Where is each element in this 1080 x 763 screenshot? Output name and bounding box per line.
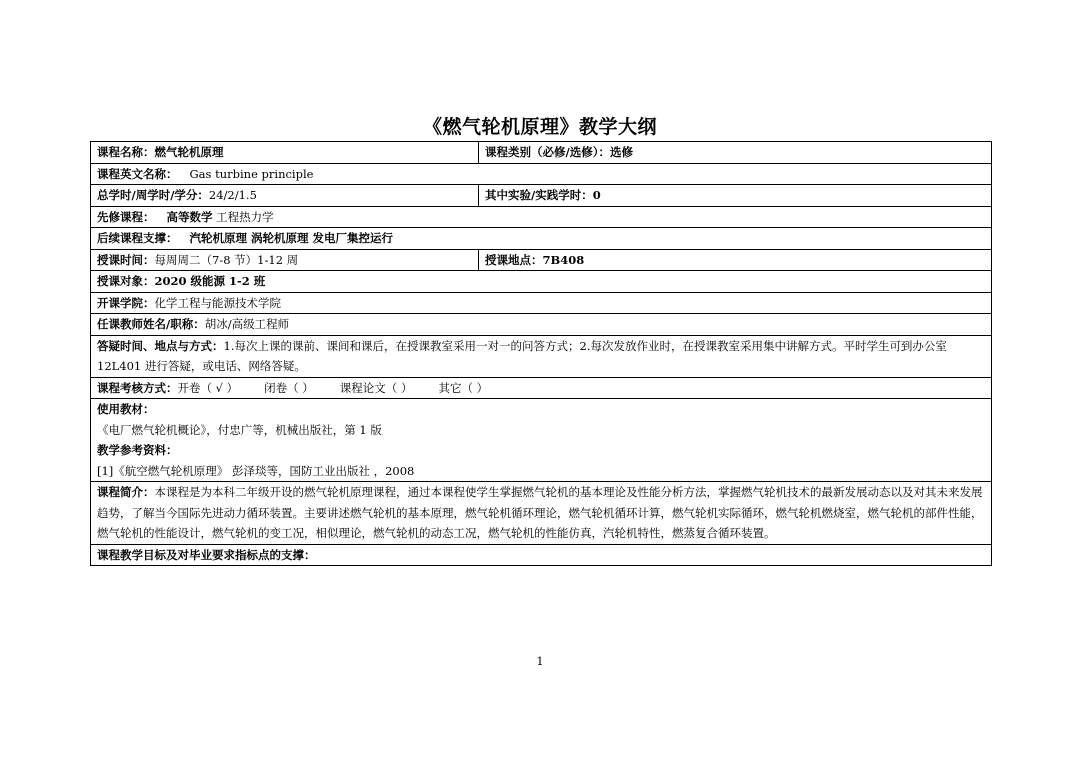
- place-value: 7B408: [542, 252, 585, 267]
- place-label: 授课地点：: [485, 252, 543, 267]
- exam-label: 课程考核方式：: [97, 380, 178, 395]
- teacher-label: 任课教师姓名/职称：: [97, 317, 205, 331]
- cell-hours: [91, 185, 479, 207]
- cell-qa: [91, 335, 992, 377]
- lab-hours-value: 0: [592, 188, 601, 202]
- english-name-value: Gas turbine principle: [189, 166, 314, 181]
- row-english-name: [91, 163, 992, 185]
- qa-value: 1.每次上课的课前、课间和课后，在授课教室采用一对一的问答方式；2.每次发放作业时，在授课教室采用集中讲解方式。平时学生可到办公室 12L401 进行答疑，或电话、网络答疑。: [97, 338, 947, 373]
- row-target: [91, 271, 992, 293]
- cell-materials: [91, 399, 992, 482]
- row-materials: [91, 399, 992, 482]
- cell-teacher: [91, 314, 992, 336]
- prerequisites-label: 先修课程：: [97, 209, 155, 224]
- follow-up-value: 汽轮机原理 涡轮机原理 发电厂集控运行: [189, 231, 394, 245]
- row-exam: [91, 377, 992, 399]
- exam-option-other: 其它（ ）: [438, 380, 489, 395]
- cell-time: [91, 249, 479, 271]
- row-hours: [91, 185, 992, 207]
- exam-option-closed: 闭卷（ ）: [264, 380, 314, 395]
- row-time-place: [91, 249, 992, 271]
- page-number: 1: [536, 655, 544, 668]
- row-follow-up: [91, 228, 992, 250]
- cell-english-name: [91, 163, 992, 185]
- prerequisite-thermo: 工程热力学: [216, 209, 274, 224]
- cell-college: [91, 292, 992, 314]
- follow-up-label: 后续课程支撑：: [97, 231, 178, 245]
- prerequisite-math: 高等数学: [166, 209, 213, 224]
- row-teacher: [91, 314, 992, 336]
- row-prerequisites: [91, 206, 992, 228]
- reference-label: 教学参考资料：: [97, 443, 178, 457]
- row-intro: [91, 482, 992, 545]
- objectives-label: 课程教学目标及对毕业要求指标点的支撑：: [97, 547, 316, 562]
- row-qa: [91, 335, 992, 377]
- time-value: 每周周二（7-8 节）1-12 周: [154, 252, 299, 267]
- textbook-label: 使用教材：: [97, 402, 155, 416]
- college-value: 化学工程与能源技术学院: [154, 295, 281, 310]
- cell-objectives: [91, 544, 992, 566]
- teacher-value: 胡冰/高级工程师: [204, 317, 290, 331]
- course-name-label: 课程名称：: [97, 145, 155, 159]
- college-label: 开课学院：: [97, 295, 155, 310]
- cell-lab-hours: [479, 185, 992, 207]
- cell-exam: [91, 377, 992, 399]
- exam-option-open: 开卷（ √ ）: [177, 380, 239, 395]
- hours-value: 24/2/1.5: [208, 188, 257, 202]
- hours-label: 总学时/周学时/学分：: [97, 188, 209, 202]
- cell-course-name: [91, 142, 479, 164]
- cell-follow-up: [91, 228, 992, 250]
- course-category-value: 选修: [609, 145, 633, 159]
- exam-option-paper: 课程论文（ ）: [339, 380, 413, 395]
- reference-value: [1]《航空燃气轮机原理》 彭泽琰等，国防工业出版社 ，2008: [97, 463, 415, 478]
- course-name-value: 燃气轮机原理: [154, 145, 224, 159]
- syllabus-table: [90, 141, 992, 566]
- cell-course-category: [479, 142, 992, 164]
- document-title: 《燃气轮机原理》教学大纲: [422, 116, 657, 138]
- english-name-label: 课程英文名称：: [97, 166, 178, 181]
- intro-label: 课程简介：: [97, 485, 155, 499]
- cell-intro: [91, 482, 992, 545]
- row-objectives: [91, 544, 992, 566]
- row-course-name: [91, 142, 992, 164]
- course-category-label: 课程类别（必修/选修）：: [485, 145, 610, 159]
- row-college: [91, 292, 992, 314]
- target-label: 授课对象：: [97, 274, 155, 288]
- time-label: 授课时间：: [97, 252, 155, 267]
- intro-value: 本课程是为本科二年级开设的燃气轮机原理课程，通过本课程使学生掌握燃气轮机的基本理论及性能分析方法，掌握燃气轮机技术的最新发展动态以及对其未来发展趋势，了解当今国际先进动力循环装置。主要讲述燃气轮机的基本原理，燃气轮机循环理论，燃气轮机循环计算，燃气轮机实际循环，燃气轮机燃烧室，燃气轮机的部件性能，燃气轮机的性能设计，燃气轮机的变工况，相似理论，燃气轮机的动态工况，燃气轮机的性能仿真，汽轮机特性，燃蒸复合循环装置。: [97, 485, 983, 540]
- cell-target: [91, 271, 992, 293]
- lab-hours-label: 其中实验/实践学时：: [485, 188, 593, 202]
- cell-prerequisites: [91, 206, 992, 228]
- textbook-value: 《电厂燃气轮机概论》，付忠广等，机械出版社，第 1 版: [97, 422, 382, 437]
- cell-place: [479, 249, 992, 271]
- target-value: 2020 级能源 1-2 班: [154, 274, 266, 288]
- qa-label: 答疑时间、地点与方式：: [97, 338, 224, 353]
